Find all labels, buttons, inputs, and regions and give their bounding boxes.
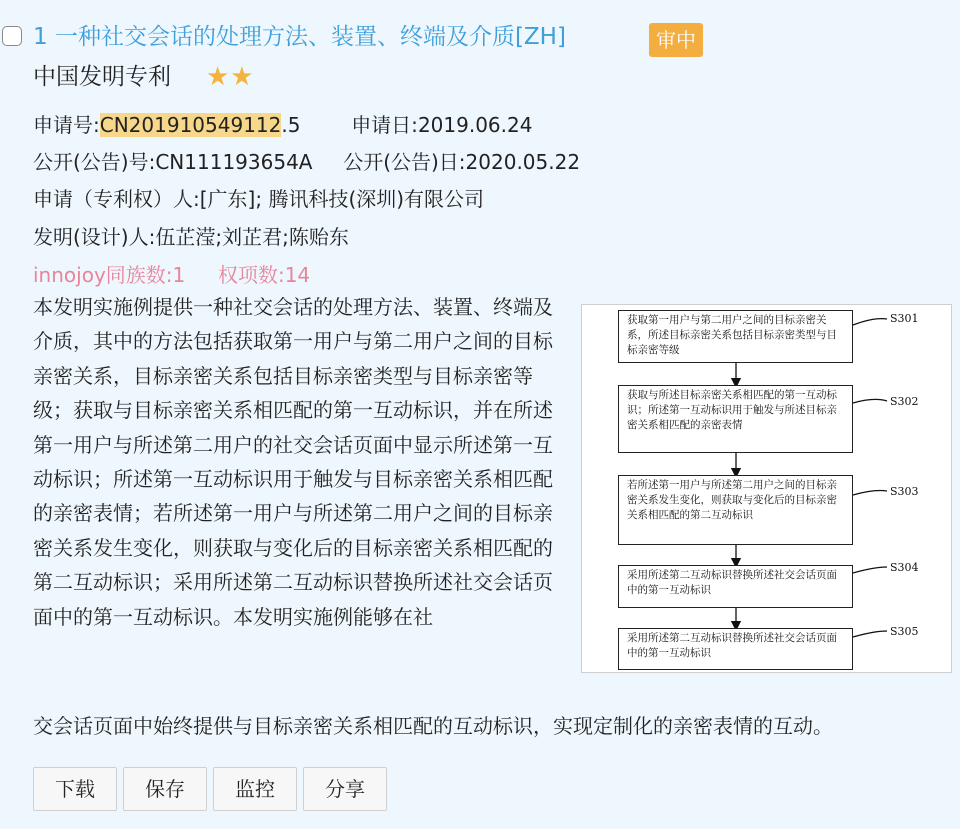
status-badge: 审中	[649, 23, 703, 57]
publication-date-label: 公开(公告)日:	[343, 150, 466, 174]
inventor-row	[33, 224, 349, 250]
download-button[interactable]: 下载	[33, 767, 117, 811]
application-date-label: 申请日:	[351, 113, 418, 137]
inventor-value[interactable]: 伍芷滢;刘芷君;陈贻东	[155, 225, 349, 249]
abstract-tail-text: 交会话页面中始终提供与目标亲密关系相匹配的互动标识，实现定制化的亲密表情的互动。	[33, 714, 833, 738]
application-no-highlight: CN201910549112	[99, 113, 282, 137]
flow-step-label-s302: S302	[890, 395, 919, 408]
action-button-group	[33, 767, 387, 811]
application-date: 2019.06.24	[417, 113, 533, 137]
publication-row	[33, 149, 580, 175]
publication-no-label: 公开(公告)号:	[33, 150, 156, 174]
rating-stars-icon: ★★	[206, 62, 255, 92]
flow-step-label-s301: S301	[890, 312, 919, 325]
flow-step-label-s303: S303	[890, 485, 919, 498]
inventor-label: 发明(设计)人:	[33, 225, 156, 249]
application-row	[33, 112, 532, 138]
flow-step-label-s305: S305	[890, 625, 919, 638]
flow-step-s305: 采用所述第二互动标识替换所述社交会话页面中的第一互动标识	[618, 628, 853, 670]
application-no-label: 申请号:	[33, 113, 100, 137]
result-checkbox[interactable]	[2, 26, 22, 46]
claims-count[interactable]: 权项数:14	[217, 263, 311, 287]
patent-type: 中国发明专利	[33, 64, 171, 90]
patent-title-link[interactable]: 1 一种社交会话的处理方法、装置、终端及介质[ZH]	[33, 24, 566, 50]
flow-step-label-s304: S304	[890, 561, 919, 574]
flowchart-figure[interactable]	[581, 304, 952, 673]
publication-date: 2020.05.22	[465, 150, 581, 174]
abstract-text: 本发明实施例提供一种社交会话的处理方法、装置、终端及介质，其中的方法包括获取第一用户与第二用户之间的目标亲密关系，目标亲密关系包括目标亲密类型与目标亲密等级；获取与目标亲密关系相匹配的第一互动标识，并在所述第一用户与所述第二用户的社交会话页面中显示所述第一互动标识；所述第一互动标识用于触发与目标亲密关系相匹配的亲密表情；若所述第一用户与所述第二用户之间的目标亲密关系发生变化，则获取与变化后的目标亲密关系相匹配的第二互动标识；采用所述第二互动标识替换所述社交会话页面中的第一互动标识。本发明实施例能够在社	[33, 295, 553, 629]
family-claims-row	[33, 262, 310, 288]
publication-no: CN111193654A	[155, 150, 313, 174]
share-button[interactable]: 分享	[303, 767, 387, 811]
flow-step-s301: 获取第一用户与第二用户之间的目标亲密关系，所述目标亲密关系包括目标亲密类型与目标亲密等级	[618, 310, 853, 363]
save-button[interactable]: 保存	[123, 767, 207, 811]
family-count[interactable]: innojoy同族数:1	[33, 263, 186, 287]
flow-step-s302: 获取与所述目标亲密关系相匹配的第一互动标识；所述第一互动标识用于触发与所述目标亲密关系相匹配的亲密表情	[618, 385, 853, 453]
flow-step-s303: 若所述第一用户与所述第二用户之间的目标亲密关系发生变化，则获取与变化后的目标亲密关系相匹配的第二互动标识	[618, 475, 853, 545]
flow-step-s304: 采用所述第二互动标识替换所述社交会话页面中的第一互动标识	[618, 565, 853, 608]
applicant-value[interactable]: [广东]; 腾讯科技(深圳)有限公司	[199, 187, 485, 211]
application-no-suffix: .5	[281, 113, 301, 137]
monitor-button[interactable]: 监控	[213, 767, 297, 811]
applicant-label: 申请（专利权）人:	[33, 187, 200, 211]
applicant-row	[33, 186, 484, 212]
